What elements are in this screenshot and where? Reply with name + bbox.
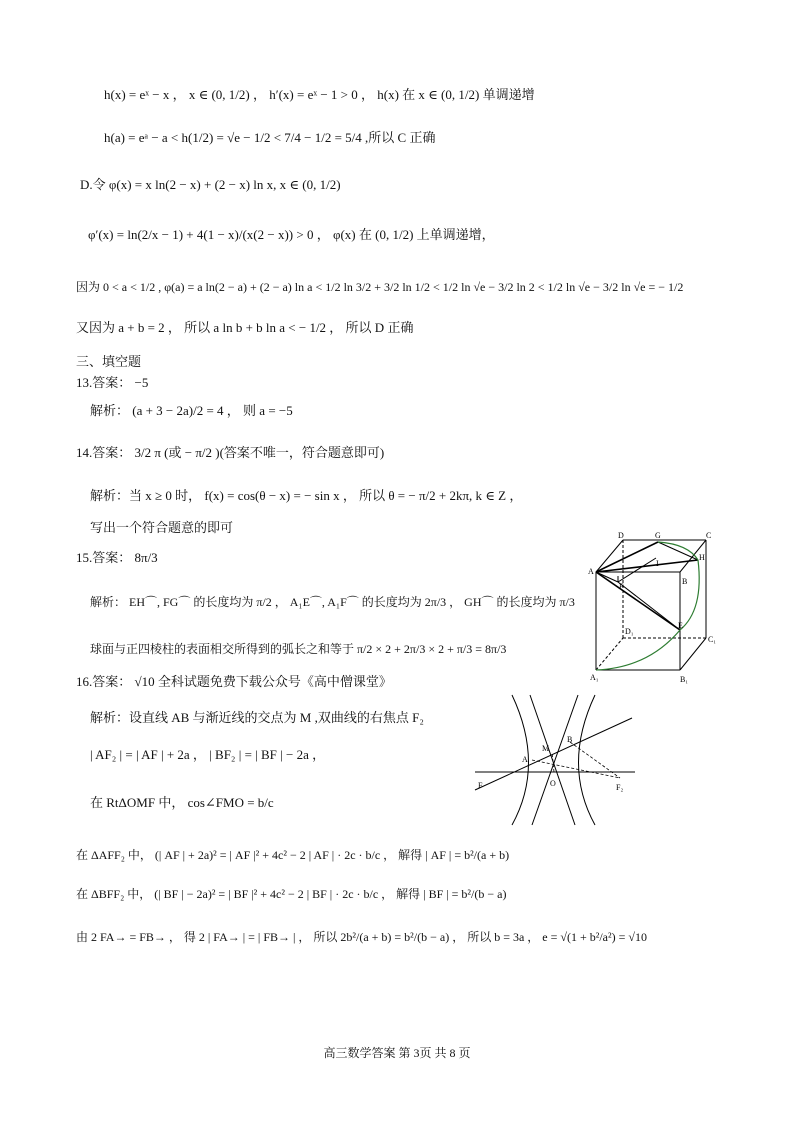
hidden-edge xyxy=(596,638,623,670)
dashed-bf2 xyxy=(570,742,620,778)
text-line: 写出一个符合题意的即可 xyxy=(90,520,234,535)
label-d1: D₁ xyxy=(625,627,634,636)
text-line: 在 ΔBFF₂ 中， (| BF | − 2a)² = | BF |² + 4c² − 2 | BF | · 2c · b/c ， 解得 | BF | = b²/(b − a) xyxy=(76,887,507,901)
label-c1: C₁ xyxy=(708,635,717,644)
label-d: D xyxy=(618,531,624,540)
label-a: A xyxy=(588,567,594,576)
text-line: 又因为 a + b = 2 ， 所以 a ln b + b ln a < − 1/2 ， 所以 D 正确 xyxy=(76,320,414,335)
text-line: 在 ΔAFF₂ 中， (| AF | + 2a)² = | AF |² + 4c² − 2 | AF | · 2c · b/c ， 解得 | AF | = b²/(a + b) xyxy=(76,848,510,862)
right-branch xyxy=(579,695,596,825)
text-line: 13.答案： −5 xyxy=(76,375,149,390)
edge-line xyxy=(680,638,706,670)
arc-he xyxy=(680,560,699,630)
page-footer: 高三数学答案 第 3页 共 8 页 xyxy=(323,1046,471,1060)
label-f: F xyxy=(619,582,624,591)
text-line: h(x) = eˣ − x ， x ∈ (0, 1/2) ， h′(x) = eˣ − 1 > 0 ， h(x) 在 x ∈ (0, 1/2) 单调递增 xyxy=(104,87,535,102)
section-heading: 三、填空题 xyxy=(76,354,142,369)
text-line: 16.答案： √10 全科试题免费下载公众号《高中僧课堂》 xyxy=(76,674,392,689)
dashed-af2 xyxy=(532,760,620,778)
text-line: 解析： EH⌒, FG⌒ 的长度均为 π/2 ， A₁E⌒, A₁F⌒ 的长度均为 2π/3 ， GH⌒ 的长度均为 π/3 xyxy=(90,595,575,609)
edge-line xyxy=(596,540,623,572)
hyperbola-figure xyxy=(470,690,640,830)
segment xyxy=(596,542,658,572)
label-m: M xyxy=(542,744,550,753)
prism-figure xyxy=(588,530,738,685)
label-a1: A₁ xyxy=(590,673,599,682)
text-line: 球面与正四棱柱的表面相交所得到的弧长之和等于 π/2 × 2 + 2π/3 × 2 + π/3 = 8π/3 xyxy=(90,642,507,656)
segment xyxy=(658,542,698,560)
text-line: D.令 φ(x) = x ln(2 − x) + (2 − x) ln x, x ∈ (0, 1/2) xyxy=(80,177,341,192)
label-o: O xyxy=(550,779,556,788)
text-line: φ′(x) = ln(2/x − 1) + 4(1 − x)/(x(2 − x)) > 0 ， φ(x) 在 (0, 1/2) 上单调递增， xyxy=(88,227,495,242)
label-g: G xyxy=(655,531,661,540)
label-i: I xyxy=(656,559,659,568)
text-line: 由 2 FA→ = FB→ ， 得 2 | FA→ | = | FB→ | ， 所以 2b²/(a + b) = b²/(b − a) ， 所以 b = 3a ， e = √(1 + b²/a²) = √10 xyxy=(76,930,647,944)
text-line: h(a) = eᵃ − a < h(1/2) = √e − 1/2 < 7/4 − 1/2 = 5/4 ,所以 C 正确 xyxy=(104,130,436,145)
label-e: E xyxy=(678,621,683,630)
label-b: B xyxy=(567,735,573,744)
asymptote xyxy=(532,695,578,825)
text-line: | AF₂ | = | AF | + 2a ， | BF₂ | = | BF | − 2a ， xyxy=(90,747,326,762)
label-f2: F₂ xyxy=(616,783,624,792)
segment xyxy=(618,582,680,630)
text-line: 15.答案： 8π/3 xyxy=(76,550,158,565)
segment xyxy=(596,560,698,572)
text-line: 14.答案： 3/2 π (或 − π/2 )(答案不唯一，符合题意即可) xyxy=(76,445,385,460)
arc-a1e xyxy=(596,630,680,670)
text-line: 解析： (a + 3 − 2a)/2 = 4 ， 则 a = −5 xyxy=(90,403,293,418)
segment xyxy=(618,558,656,582)
label-a: A xyxy=(522,755,528,764)
text-line: 在 RtΔOMF 中， cos∠FMO = b/c xyxy=(90,795,274,810)
label-f: F xyxy=(478,781,483,790)
label-h: H xyxy=(699,553,705,562)
text-line: 因为 0 < a < 1/2 , φ(a) = a ln(2 − a) + (2 − a) ln a < 1/2 ln 3/2 + 3/2 ln 1/2 < 1/2 ln √e − 3/2 ln 2 < 1/2 ln √e − 3/2 ln √e = − 1/2 xyxy=(76,280,684,294)
text-line: 解析：设直线 AB 与渐近线的交点为 M ,双曲线的右焦点 F₂ xyxy=(90,710,424,725)
label-b1: B₁ xyxy=(680,675,689,684)
segment xyxy=(596,572,680,630)
label-b: B xyxy=(682,577,688,586)
label-c: C xyxy=(706,531,712,540)
text-line: 解析：当 x ≥ 0 时， f(x) = cos(θ − x) = − sin x ， 所以 θ = − π/2 + 2kπ, k ∈ Z ， xyxy=(90,488,523,503)
